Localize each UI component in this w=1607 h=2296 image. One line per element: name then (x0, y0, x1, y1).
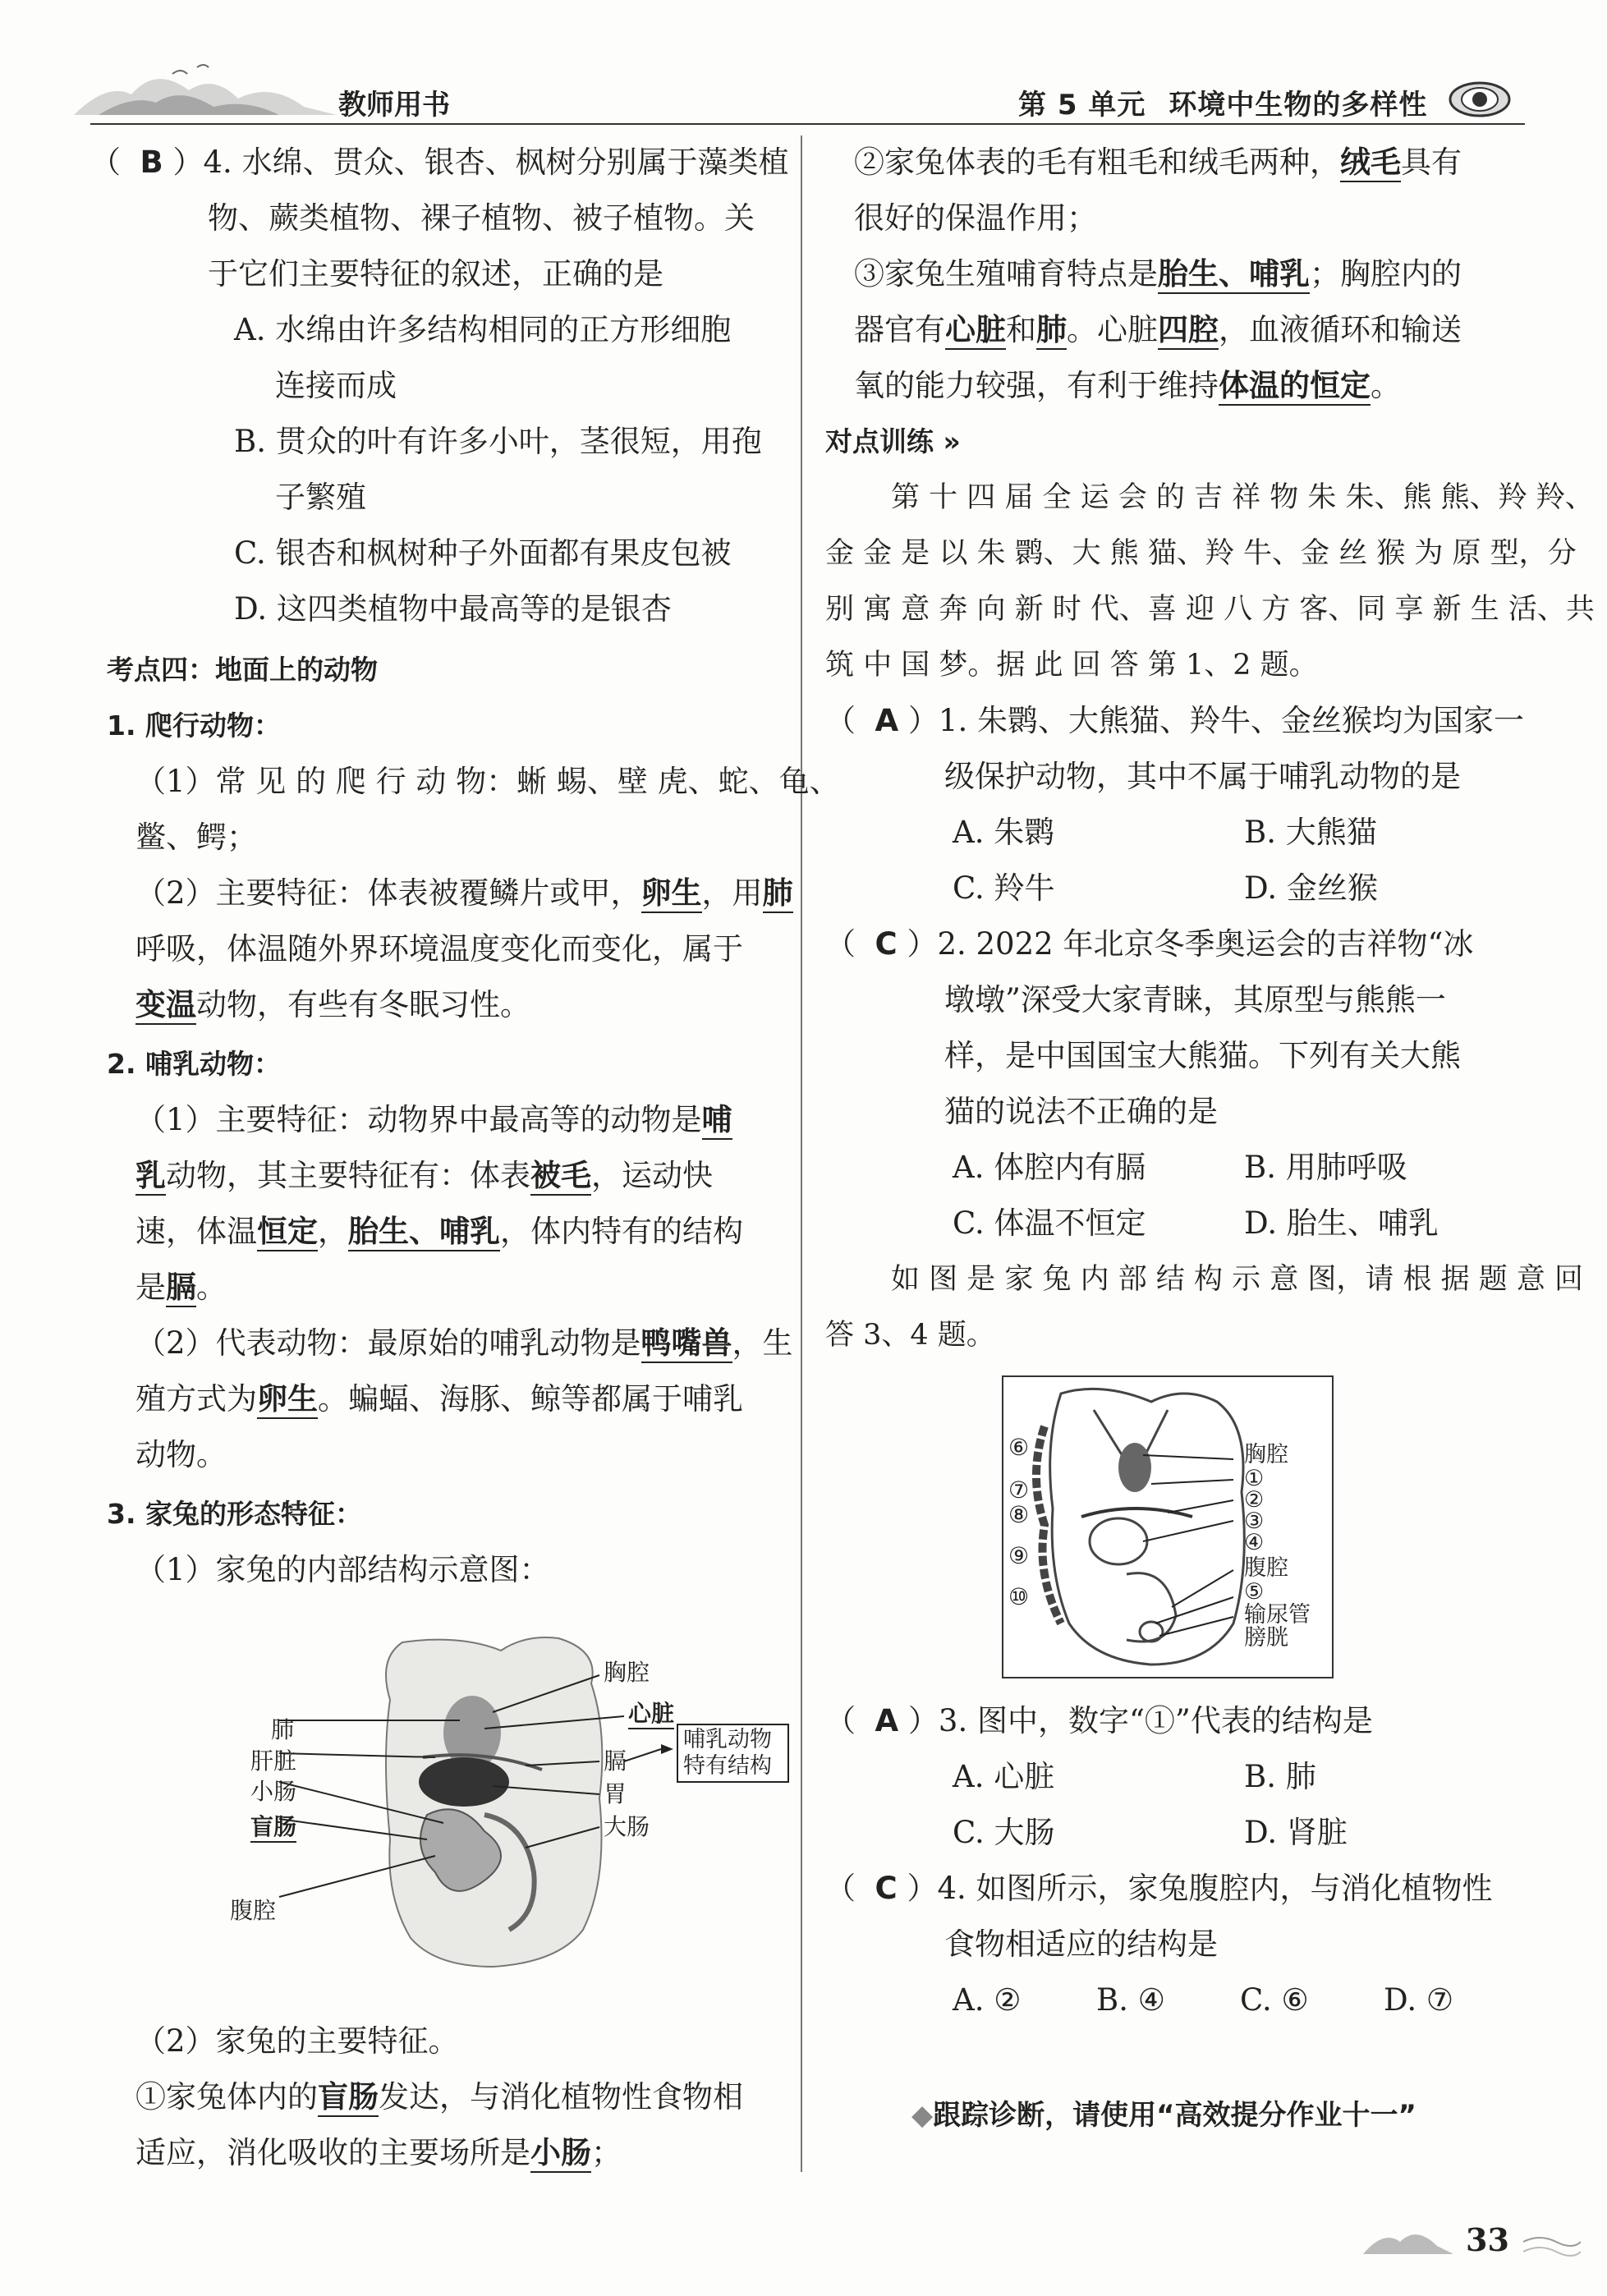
answer-mammal-2: 乳 (135, 1158, 166, 1196)
fig2-leader-2 (1151, 1480, 1233, 1484)
rabbit2-stomach (1090, 1518, 1147, 1564)
r-q3-answer: A (875, 1703, 899, 1738)
s1-title: 1. 爬行动物： (107, 709, 281, 742)
page-number: 33 (1466, 2221, 1509, 2258)
mountain-decoration-icon (74, 49, 337, 123)
rabbit-liver-shape (419, 1757, 509, 1807)
s2-line-2: 乳动物，其主要特征有：体表被毛，运动快 (135, 1155, 713, 1197)
answer-heart: 心脏 (945, 312, 1006, 350)
fig1-label-cecum: 盲肠 (250, 1813, 296, 1843)
eye-logo-icon (1447, 79, 1513, 120)
r-line-4: 器官有心脏和肺。心脏四腔，血液循环和输送 (854, 309, 1462, 351)
left-q4-option-a-2: 连接而成 (275, 368, 397, 403)
footer-homework-note: ◆跟踪诊断，请使用“高效提分作业十一” (911, 2099, 1416, 2132)
answer-cold-blooded: 变温 (135, 987, 196, 1025)
answer-cecum: 盲肠 (318, 2079, 379, 2117)
r-para-1: 第 十 四 届 全 运 会 的 吉 祥 物 朱 朱、熊 熊、羚 羚、 (891, 481, 1594, 514)
s2-line-1: （1）主要特征：动物界中最高等的动物是哺 (135, 1099, 732, 1141)
left-q4-option-b-2: 子繁殖 (275, 480, 366, 515)
fig2-label-chest: 胸腔 (1244, 1442, 1288, 1467)
fig2-label-4: ④ (1244, 1530, 1265, 1555)
page-header (0, 0, 1607, 140)
header-unit: 第 5 单元 (1018, 89, 1146, 122)
r-para-2: 金 金 是 以 朱 鹮、大 熊 猫、羚 牛、金 丝 猴 为 原 型，分 (825, 537, 1577, 570)
kp4-heading: 考点四：地面上的动物 (107, 654, 378, 686)
r-q4-option-a: A. ② (953, 1982, 1022, 2018)
answer-small-intestine: 小肠 (530, 2135, 591, 2173)
r-q2-stem-2: 墩墩”深受大家青睐，其原型与熊熊一 (944, 982, 1446, 1017)
r-para-5: 如 图 是 家 兔 内 部 结 构 示 意 图，请 根 据 题 意 回 (891, 1263, 1584, 1296)
s3-line-1: （1）家兔的内部结构示意图： (135, 1552, 550, 1587)
fig1-label-chest: 胸腔 (604, 1659, 650, 1686)
s2-line-6: 殖方式为卵生。蝙蝠、海豚、鲸等都属于哺乳 (135, 1378, 743, 1421)
fig1-label-lung: 肺 (271, 1716, 295, 1743)
answer-fur: 被毛 (530, 1158, 591, 1196)
r-q1-option-b: B. 大熊猫 (1244, 815, 1377, 850)
rabbit2-organs (1127, 1573, 1176, 1642)
fig2-label-7: ⑦ (1008, 1476, 1030, 1504)
r-q3-option-d: D. 肾脏 (1244, 1815, 1348, 1850)
fig2-label-2: ② (1244, 1487, 1265, 1513)
fig1-box-line-2: 特有结构 (683, 1753, 772, 1779)
answer-diaphragm: 膈 (166, 1270, 196, 1307)
fig2-leader-5 (1172, 1570, 1233, 1607)
fig1-box-line-1: 哺乳动物 (683, 1727, 772, 1752)
s3-line-3: ①家兔体内的盲肠发达，与消化植物性食物相 (135, 2076, 743, 2119)
diamond-icon: ◆ (911, 2099, 934, 2132)
r-line-5: 氧的能力较强，有利于维持体温的恒定。 (854, 365, 1401, 407)
header-title: 环境中生物的多样性 (1169, 89, 1428, 122)
left-q4-stem-1: （ B ）4. 水绵、贯众、银杏、枫树分别属于藻类植 (90, 145, 789, 180)
fig2-label-abdomen: 腹腔 (1244, 1555, 1288, 1581)
answer-oviparous: 卵生 (641, 875, 702, 913)
rabbit-body-outline (386, 1637, 602, 1967)
r-q2-option-a: A. 体腔内有膈 (953, 1150, 1146, 1185)
answer-viviparous: 胎生、哺乳 (348, 1214, 500, 1251)
fig1-label-heart: 心脏 (628, 1700, 674, 1729)
r-q2-stem-4: 猫的说法不正确的是 (944, 1094, 1218, 1129)
fig2-leader-4 (1143, 1521, 1233, 1541)
r-q3-option-a: A. 心脏 (953, 1759, 1055, 1794)
fig2-label-3: ③ (1244, 1508, 1265, 1534)
s1-line-3: （2）主要特征：体表被覆鳞片或甲，卵生，用肺 (135, 872, 793, 915)
s2-line-4: 是膈。 (135, 1266, 227, 1309)
header-unit-title (1018, 82, 1427, 122)
r-q4-stem-2: 食物相适应的结构是 (944, 1926, 1218, 1962)
r-q4-option-d: D. ⑦ (1384, 1982, 1454, 2018)
r-q2-option-b: B. 用肺呼吸 (1244, 1150, 1407, 1185)
s3-line-4: 适应，消化吸收的主要场所是小肠； (135, 2132, 622, 2174)
r-q3-stem-1: （ A ）3. 图中，数字“①”代表的结构是 (825, 1703, 1373, 1738)
r-q3-option-c: C. 大肠 (953, 1815, 1055, 1850)
answer-mammal-1: 哺 (702, 1102, 732, 1140)
rabbit2-diaphragm (1081, 1508, 1192, 1517)
fig2-label-1: ① (1244, 1466, 1265, 1491)
r-para-4: 筑 中 国 梦。据 此 回 答 第 1、2 题。 (825, 649, 1318, 682)
rabbit2-bladder (1140, 1622, 1163, 1642)
answer-constant-temp: 体温的恒定 (1219, 368, 1371, 406)
r-q4-option-c: C. ⑥ (1240, 1982, 1309, 2018)
r-para-3: 别 寓 意 奔 向 新 时 代、喜 迎 八 方 客、同 享 新 生 活、共 (825, 593, 1595, 626)
r-para-6: 答 3、4 题。 (825, 1319, 995, 1352)
left-q4-option-d: D. 这四类植物中最高等的是银杏 (234, 591, 672, 627)
fig1-label-liver: 肝脏 (250, 1747, 297, 1775)
s1-line-4: 呼吸，体温随外界环境温度变化而变化，属于 (135, 931, 743, 967)
s2-line-7: 动物。 (135, 1437, 227, 1472)
answer-constant: 恒定 (257, 1214, 318, 1251)
r-q4-option-b: B. ④ (1096, 1982, 1165, 2018)
r-q2-stem-1: （ C ）2. 2022 年北京冬季奥运会的吉祥物“冰 (825, 926, 1474, 962)
training-heading: 对点训练 » (825, 425, 961, 457)
left-q4-stem-3: 于它们主要特征的叙述，正确的是 (208, 256, 663, 292)
fig1-label-abdomen: 腹腔 (230, 1897, 277, 1924)
r-q2-stem-3: 样，是中国国宝大熊猫。下列有关大熊 (944, 1038, 1461, 1073)
r-q1-option-a: A. 朱鹮 (953, 815, 1055, 850)
answer-lung: 肺 (763, 875, 793, 913)
r-q1-stem-1: （ A ）1. 朱鹮、大熊猫、羚牛、金丝猴均为国家一 (825, 703, 1524, 738)
fig2-label-bladder: 膀胱 (1244, 1625, 1288, 1651)
fig1-label-stomach: 胃 (604, 1780, 627, 1807)
fig2-leader-3 (1168, 1500, 1233, 1513)
fig2-label-ureter: 输尿管 (1244, 1602, 1311, 1628)
r-line-3: ③家兔生殖哺育特点是胎生、哺乳；胸腔内的 (854, 253, 1462, 296)
s1-line-5: 变温动物，有些有冬眠习性。 (135, 984, 530, 1026)
s2-line-5: （2）代表动物：最原始的哺乳动物是鸭嘴兽，生 (135, 1322, 793, 1365)
footer-mountain-icon (1363, 2217, 1453, 2258)
answer-four-chambers: 四腔 (1158, 312, 1219, 350)
fig2-label-6: ⑥ (1008, 1434, 1030, 1461)
fig2-label-8: ⑧ (1008, 1501, 1030, 1528)
rabbit2-heart (1118, 1443, 1151, 1492)
fig1-label-small-intestine: 小肠 (250, 1778, 297, 1805)
s3-line-2: （2）家兔的主要特征。 (135, 2023, 459, 2059)
r-q1-stem-2: 级保护动物，其中不属于哺乳动物的是 (944, 759, 1461, 794)
r-line-1: ②家兔体表的毛有粗毛和绒毛两种，绒毛具有 (854, 141, 1462, 184)
r-q2-answer: C (875, 926, 898, 962)
left-q4-stem-2: 物、蕨类植物、裸子植物、被子植物。关 (208, 200, 755, 236)
answer-lung-r: 肺 (1036, 312, 1067, 350)
arrow-head-icon (661, 1744, 673, 1754)
r-q1-option-c: C. 羚牛 (953, 870, 1055, 906)
s2-line-3: 速，体温恒定，胎生、哺乳，体内特有的结构 (135, 1210, 743, 1253)
rabbit-anatomy-figure (214, 1634, 838, 1979)
s2-title: 2. 哺乳动物： (107, 1048, 281, 1080)
arrow-to-box (624, 1749, 661, 1761)
r-q4-stem-1: （ C ）4. 如图所示，家兔腹腔内，与消化植物性 (825, 1871, 1493, 1906)
answer-platypus: 鸭嘴兽 (641, 1325, 732, 1363)
left-q4-option-c: C. 银杏和枫树种子外面都有果皮包被 (234, 535, 732, 571)
s3-title: 3. 家兔的形态特征： (107, 1498, 362, 1530)
header-rule (90, 123, 1525, 125)
footer-wave-icon (1523, 2234, 1581, 2258)
answer-viviparous-r: 胎生、哺乳 (1158, 256, 1310, 294)
r-q2-option-d: D. 胎生、哺乳 (1244, 1205, 1439, 1241)
double-chevron-icon: » (934, 425, 961, 457)
r-line-2: 很好的保温作用； (854, 200, 1097, 236)
left-q4-option-a-1: A. 水绵由许多结构相同的正方形细胞 (234, 312, 732, 347)
header-book-type: 教师用书 (338, 89, 450, 122)
answer-down-fur: 绒毛 (1340, 145, 1401, 182)
r-q2-option-c: C. 体温不恒定 (953, 1205, 1146, 1241)
r-q1-answer: A (875, 703, 899, 738)
r-q1-option-d: D. 金丝猴 (1244, 870, 1378, 906)
fig2-label-10: ⑩ (1008, 1583, 1030, 1610)
r-q4-answer: C (875, 1871, 898, 1906)
s1-line-2: 鳖、鳄； (135, 820, 257, 855)
s1-line-1: （1）常 见 的 爬 行 动 物：蜥 蜴、壁 虎、蛇、龟、 (135, 764, 840, 799)
fig2-label-5: ⑤ (1244, 1579, 1265, 1605)
answer-egg-laying: 卵生 (257, 1381, 318, 1419)
fig2-label-9: ⑨ (1008, 1542, 1030, 1569)
left-q4-option-b-1: B. 贯众的叶有许多小叶，茎很短，用孢 (234, 424, 762, 459)
rabbit2-intestine-coil (1036, 1426, 1061, 1623)
fig2-leader-1 (1143, 1455, 1233, 1459)
fig1-label-large-intestine: 大肠 (604, 1813, 650, 1840)
left-q4-answer: B (140, 145, 163, 180)
fig1-label-diaphragm: 膈 (604, 1747, 627, 1775)
r-q3-option-b: B. 肺 (1244, 1759, 1316, 1794)
